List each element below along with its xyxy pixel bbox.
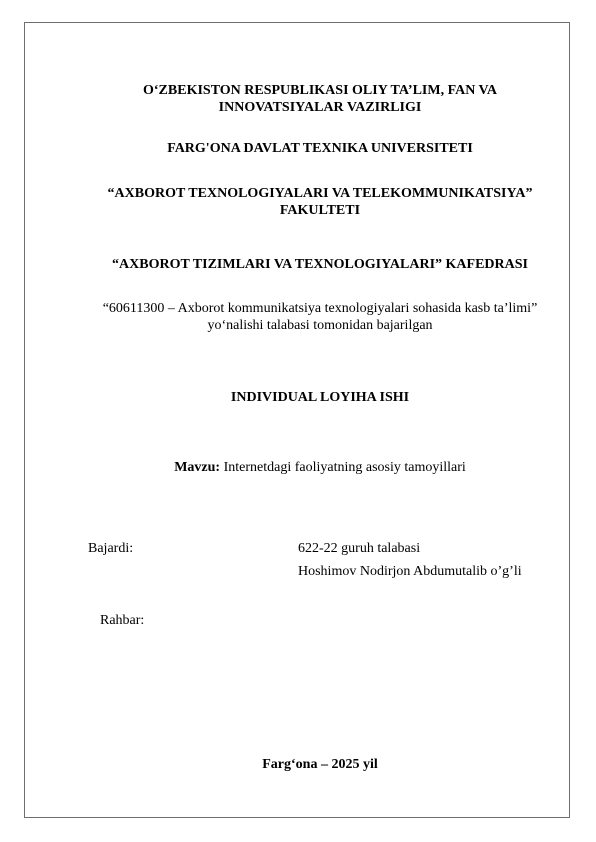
topic-label: Mavzu: (174, 460, 221, 475)
supervisor-label: Rahbar: (100, 613, 145, 628)
performer-group: 622-22 guruh talabasi (298, 541, 421, 556)
department-name: “AXBOROT TIZIMLARI VA TEXNOLOGIYALARI” KAFEDRASI (112, 257, 528, 272)
program-line-1: “60611300 – Axborot kommunikatsiya texnologiyalari sohasida kasb ta’limi” (102, 301, 538, 316)
program-line-2: yo‘nalishi talabasi tomonidan bajarilgan (207, 318, 433, 333)
footer-place-year: Farg‘ona – 2025 yil (262, 757, 378, 772)
topic-value: Internetdagi faoliyatning asosiy tamoyillari (223, 460, 466, 475)
ministry-line-1: O‘ZBEKISTON RESPUBLIKASI OLIY TA’LIM, FAN VA (143, 83, 497, 98)
ministry-line-2: INNOVATSIYALAR VAZIRLIGI (218, 100, 422, 115)
faculty-line-2: FAKULTETI (279, 203, 361, 218)
university-name: FARG'ONA DAVLAT TEXNIKA UNIVERSITETI (167, 141, 473, 156)
work-title: INDIVIDUAL LOYIHA ISHI (230, 390, 410, 405)
performer-label: Bajardi: (88, 541, 134, 556)
faculty-line-1: “AXBOROT TEXNOLOGIYALARI VA TELEKOMMUNIKATSIYA” (107, 186, 533, 201)
performer-name: Hoshimov Nodirjon Abdumutalib o’g’li (298, 564, 522, 579)
topic-line (70, 459, 570, 476)
